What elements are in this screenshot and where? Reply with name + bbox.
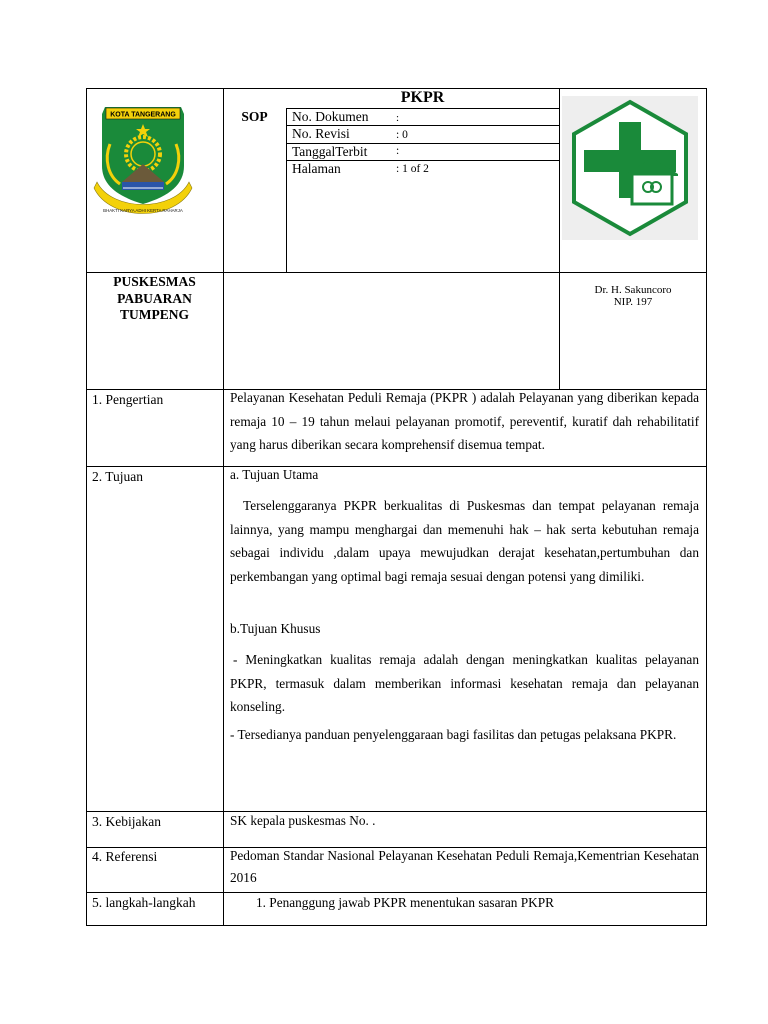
- tujuan-khusus-point-2: - Tersedianya panduan penyelenggaraan bagi fasilitas dan petugas pelaksana PKPR.: [230, 727, 677, 742]
- section-label-tujuan: 2. Tujuan: [92, 469, 144, 484]
- section-label-pengertian: 1. Pengertian: [92, 392, 164, 407]
- document-title: PKPR: [400, 89, 445, 106]
- field-value-tanggal-terbit: :: [396, 145, 400, 157]
- field-label-no-revisi: No. Revisi: [292, 126, 350, 141]
- tujuan-khusus-point-1: - Meningkatkan kualitas remaja adalah dengan meningkatkan kualitas pelayanan PKPR, termasuk dalam memberikan informasi kesehatan remaja dan pelayanan konseling.: [230, 652, 699, 714]
- signatory-name: Dr. H. Sakuncoro: [594, 284, 672, 296]
- field-value-no-dokumen: :: [396, 112, 400, 124]
- logo-top-text: KOTA TANGERANG: [110, 111, 176, 119]
- section-label-langkah: 5. langkah-langkah: [92, 895, 196, 910]
- tujuan-utama-heading: a. Tujuan Utama: [230, 467, 319, 482]
- puskesmas-logo: [562, 96, 698, 240]
- section-label-kebijakan: 3. Kebijakan: [92, 814, 161, 829]
- sop-label: SOP: [241, 109, 268, 124]
- signatory: [560, 284, 706, 308]
- field-label-halaman: Halaman: [292, 161, 341, 176]
- tujuan-khusus-heading: b.Tujuan Khusus: [230, 621, 321, 636]
- org-line: PUSKESMAS: [113, 274, 196, 289]
- referensi-text: Pedoman Standar Nasional Pelayanan Kesehatan Peduli Remaja,Kementrian Kesehatan 2016: [230, 848, 699, 885]
- field-value-halaman: : 1 of 2: [396, 163, 429, 175]
- pengertian-text: Pelayanan Kesehatan Peduli Remaja (PKPR ) adalah Pelayanan yang diberikan kepada remaja 10 – 19 tahun melaui pelayanan promotif, pereventif, kuratif dah rehabilitatif yang harus diberikan secara komprehensif disemua tempat.: [230, 390, 699, 452]
- organization-name: [86, 274, 223, 324]
- org-line: TUMPENG: [120, 307, 189, 322]
- logo-motto: BHAKTI KARYA ADHI KERTA RAHARJA: [103, 208, 183, 213]
- langkah-step-1: 1. Penanggung jawab PKPR menentukan sasaran PKPR: [256, 895, 555, 910]
- kebijakan-text: SK kepala puskesmas No. .: [230, 813, 376, 828]
- tujuan-utama-text: Terselenggaranya PKPR berkualitas di Puskesmas dan tempat pelayanan remaja lainnya, yang mampu menghargai dan memenuhi hak – hak serta kebutuhan remaja sebagai individu ,dalam upaya mewujudkan derajat kesehatan,pertumbuhan dan perkembangan yang optimal bagi remaja sesuai dengan potensi yang dimiliki.: [230, 498, 699, 584]
- kota-tangerang-logo: [92, 104, 194, 228]
- section-label-referensi: 4. Referensi: [92, 849, 158, 864]
- field-label-no-dokumen: No. Dokumen: [292, 109, 369, 124]
- org-line: PABUARAN: [117, 290, 192, 306]
- signatory-nip: NIP. 197: [613, 296, 653, 308]
- field-value-no-revisi: : 0: [396, 129, 408, 141]
- field-label-tanggal-terbit: TanggalTerbit: [292, 144, 368, 159]
